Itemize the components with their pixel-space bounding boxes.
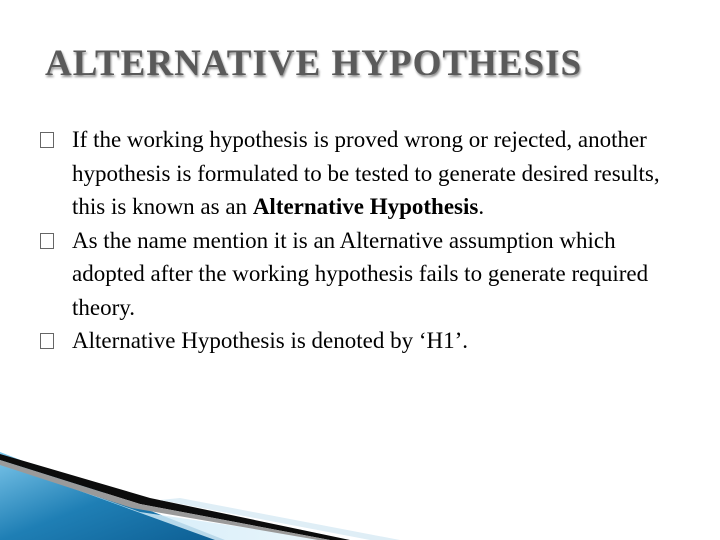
bullet-item	[40, 324, 680, 358]
bullet-item	[40, 224, 680, 325]
bullet-text: Alternative Hypothesis is denoted by ‘H1’.	[72, 328, 469, 353]
bullet-text: As the name mention it is an Alternative assumption which adopted after the working hypothesis fails to generate required theory.	[72, 227, 649, 320]
bullet-text: If the working hypothesis is proved wrong or rejected, another hypothesis is formulated to be tested to generate desired results, this is known as an	[72, 127, 660, 219]
square-bullet-icon	[40, 132, 54, 148]
bullet-suffix: .	[478, 194, 485, 219]
square-bullet-icon	[40, 333, 54, 349]
bullet-item	[40, 123, 680, 224]
corner-decoration	[0, 440, 720, 540]
slide-title: ALTERNATIVE HYPOTHESIS	[45, 43, 583, 84]
square-bullet-icon	[40, 233, 54, 249]
bullet-bold-term: Alternative Hypothesis	[252, 194, 479, 219]
bullet-list	[40, 123, 680, 358]
